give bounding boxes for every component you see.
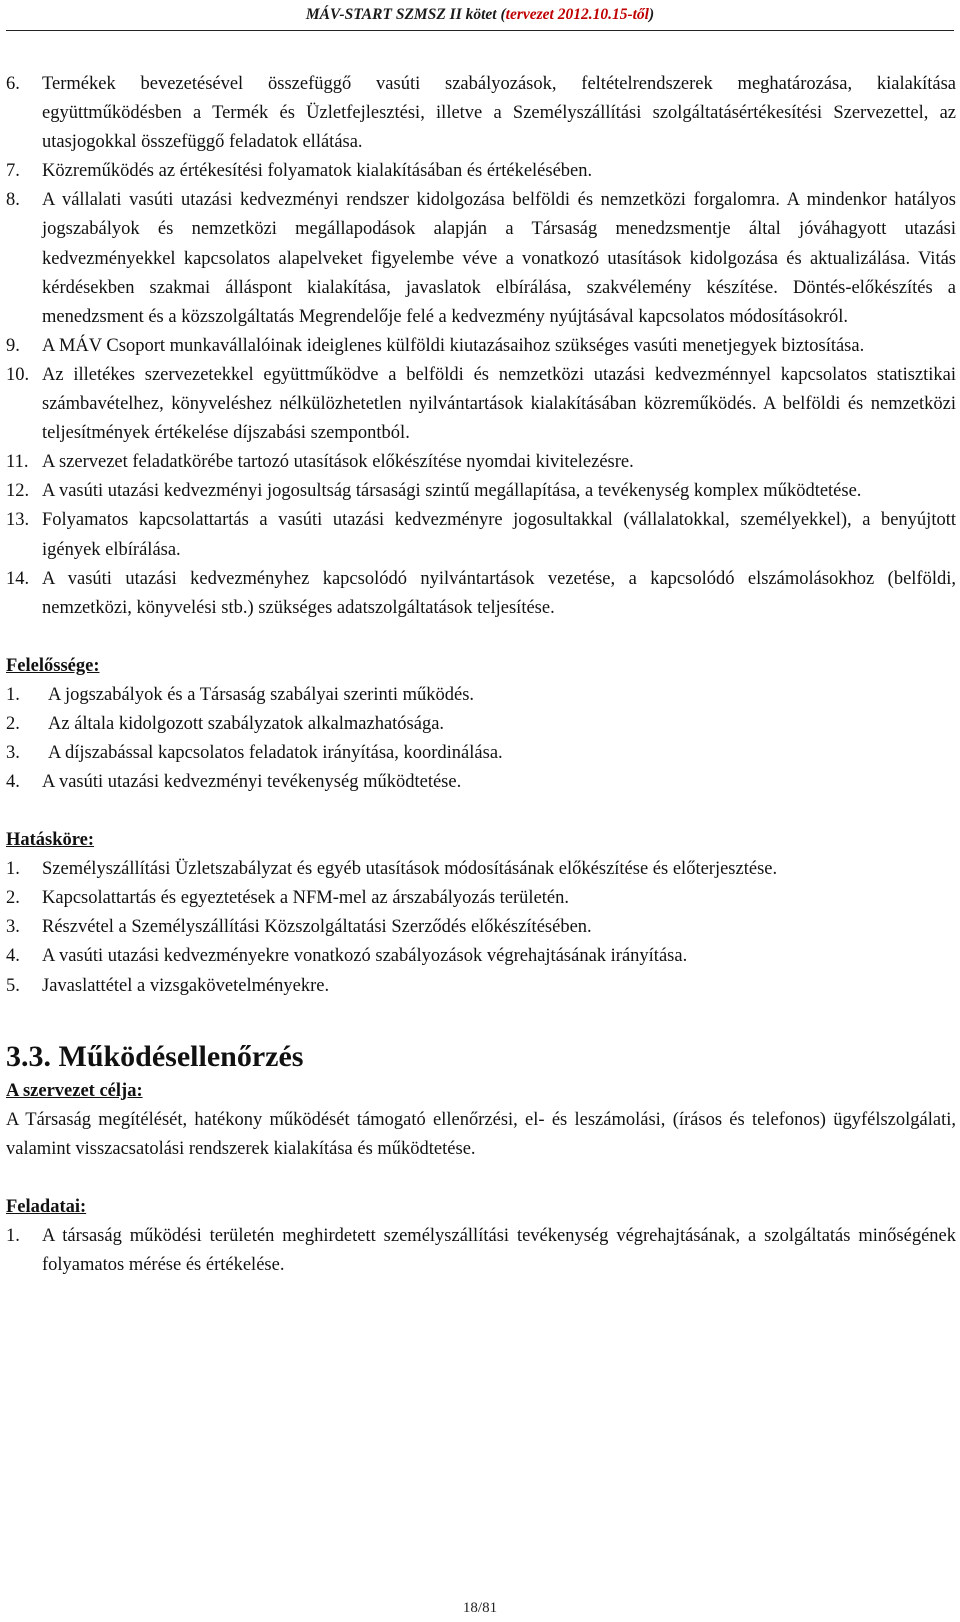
- document-body: [6, 70, 956, 1280]
- item-number: 8.: [6, 190, 20, 211]
- item-number: 14.: [6, 568, 30, 589]
- item-number: 6.: [6, 74, 20, 94]
- item-number: 5.: [6, 975, 20, 996]
- item-text: Személyszállítási Üzletszabályzat és egyéb utasítások módosításának előkészítése és előterjesztése.: [42, 859, 778, 880]
- section-heading: 3.3. Működésellenőrzés: [6, 1039, 304, 1073]
- item-number: 2.: [6, 888, 20, 909]
- item-text: A vasúti utazási kedvezményi tevékenység működtetése.: [42, 772, 462, 793]
- list-item: [6, 565, 956, 623]
- section-title-felelossege: Felelőssége:: [6, 655, 100, 676]
- item-number: 4.: [6, 772, 20, 793]
- item-text: A vállalati vasúti utazási kedvezményi rendszer kidolgozása belföldi és nemzetközi forgalomra. A mindenkor hatályos jogszabályok és nemzetközi megállapodások alapján a Társaság menedzsmentje által jóváhagyott utazási kedvezményekkel kapcsolatos alapelveket figyelembe véve a vonatkozó utasítások kidolgozása és aktualizálása. Vitás kérdésekben szakmai álláspont kialakítása, javaslatok elbírálása, szakvélemény készítése. Döntés-előkészítés a menedzsment és a közszolgáltatás Megrendelője felé a kedvezmény nyújtásával kapcsolatos módosításokról.: [42, 190, 956, 327]
- item-text: Az általa kidolgozott szabályzatok alkalmazhatósága.: [48, 713, 445, 734]
- spacer: [6, 1001, 956, 1037]
- item-text: A vasúti utazási kedvezményekre vonatkozó szabályozások végrehajtásának irányítása.: [42, 946, 688, 967]
- authority-list: [6, 855, 956, 1000]
- list-item: [6, 506, 956, 564]
- item-text: Termékek bevezetésével összefüggő vasúti szabályozások, feltételrendszerek meghatározása, kialakítása együttműködésben a Termék és Üzletfejlesztési, illetve a Személyszállítási szolgáltatásértékesítési Szervezettel, az utasjogokkal összefüggő feladatok ellátása.: [42, 74, 956, 153]
- page-number: 18/81: [462, 1600, 498, 1616]
- header-draft-date: tervezet 2012.10.15-től: [505, 6, 649, 23]
- item-number: 1.: [6, 684, 20, 705]
- list-item: [6, 157, 956, 186]
- item-number: 10.: [6, 364, 30, 385]
- spacer: [6, 623, 956, 652]
- item-text: A MÁV Csoport munkavállalóinak ideiglenes külföldi kiutazásaihoz szükséges vasúti menetjegyek biztosítása.: [42, 335, 865, 356]
- section-title-cel: A szervezet célja:: [6, 1080, 143, 1101]
- duties-list: [6, 1222, 956, 1280]
- item-number: 12.: [6, 481, 30, 502]
- spacer: [6, 797, 956, 826]
- list-item: [6, 972, 956, 1001]
- task-list: [6, 70, 956, 623]
- item-text: A díjszabással kapcsolatos feladatok irányítása, koordinálása.: [48, 742, 503, 763]
- list-item: [6, 186, 956, 331]
- responsibility-list: [6, 681, 956, 797]
- item-number: 1.: [6, 859, 20, 880]
- header-divider: [6, 30, 954, 31]
- item-text: A vasúti utazási kedvezményi jogosultság társasági szintű megállapítása, a tevékenység komplex működtetése.: [42, 481, 862, 502]
- list-item: [6, 361, 956, 448]
- item-number: 7.: [6, 161, 20, 182]
- item-number: 13.: [6, 510, 30, 531]
- list-item: [6, 681, 956, 710]
- item-number: 11.: [6, 452, 29, 473]
- page-header: [0, 6, 960, 24]
- item-text: Az illetékes szervezetekkel együttműködve a belföldi és nemzetközi utazási kedvezménnyel kapcsolatos statisztikai számbavételhez, könyveléshez nélkülözhetetlen nyilvántartások kialakításában közreműködés. A belföldi és nemzetközi teljesítmények értékelése díjszabási szempontból.: [42, 364, 956, 444]
- item-text: Folyamatos kapcsolattartás a vasúti utazási kedvezményre jogosultakkal (vállalatokkal, személyekkel), a benyújtott igények elbírálása.: [42, 510, 956, 560]
- list-item: [6, 448, 956, 477]
- spacer: [6, 1164, 956, 1193]
- item-number: 3.: [6, 742, 20, 763]
- list-item: [6, 1222, 956, 1280]
- item-text: A vasúti utazási kedvezményhez kapcsolódó nyilvántartások vezetése, a kapcsolódó elszámolásokhoz (belföldi, nemzetközi, könyvelési stb.) szükséges adatszolgáltatások teljesítése.: [42, 568, 956, 618]
- item-number: 3.: [6, 917, 20, 938]
- item-text: Javaslattétel a vizsgakövetelményekre.: [42, 975, 330, 996]
- item-text: A szervezet feladatkörébe tartozó utasítások előkészítése nyomdai kivitelezésre.: [42, 452, 634, 473]
- header-suffix: ): [649, 6, 655, 23]
- section-title-feladatai: Feladatai:: [6, 1196, 87, 1217]
- list-item: [6, 332, 956, 361]
- item-text: A jogszabályok és a Társaság szabályai szerinti működés.: [48, 684, 475, 705]
- header-prefix: MÁV-START SZMSZ II kötet (: [305, 6, 506, 23]
- item-number: 1.: [6, 1225, 20, 1246]
- item-number: 2.: [6, 713, 20, 734]
- list-item: [6, 477, 956, 506]
- list-item: [6, 942, 956, 971]
- list-item: [6, 710, 956, 739]
- item-text: Közreműködés az értékesítési folyamatok kialakításában és értékelésében.: [42, 161, 593, 182]
- item-number: 9.: [6, 335, 20, 356]
- list-item: [6, 739, 956, 768]
- list-item: [6, 70, 956, 157]
- item-text: Részvétel a Személyszállítási Közszolgáltatási Szerződés előkészítésében.: [42, 917, 592, 938]
- goal-paragraph: A Társaság megítélését, hatékony működését támogató ellenőrzési, el- és leszámolási, (írásos és telefonos) ügyfélszolgálati, valamint visszacsatolási rendszerek kialakítása és működtetése.: [6, 1109, 956, 1159]
- list-item: [6, 855, 956, 884]
- item-number: 4.: [6, 946, 20, 967]
- item-text: Kapcsolattartás és egyeztetések a NFM-mel az árszabályozás területén.: [42, 888, 570, 909]
- list-item: [6, 884, 956, 913]
- list-item: [6, 768, 956, 797]
- section-title-hataskore: Hatásköre:: [6, 830, 95, 851]
- list-item: [6, 913, 956, 942]
- item-text: A társaság működési területén meghirdetett személyszállítási tevékenység végrehajtásának, a szolgáltatás minőségének folyamatos mérése és értékelése.: [42, 1225, 956, 1275]
